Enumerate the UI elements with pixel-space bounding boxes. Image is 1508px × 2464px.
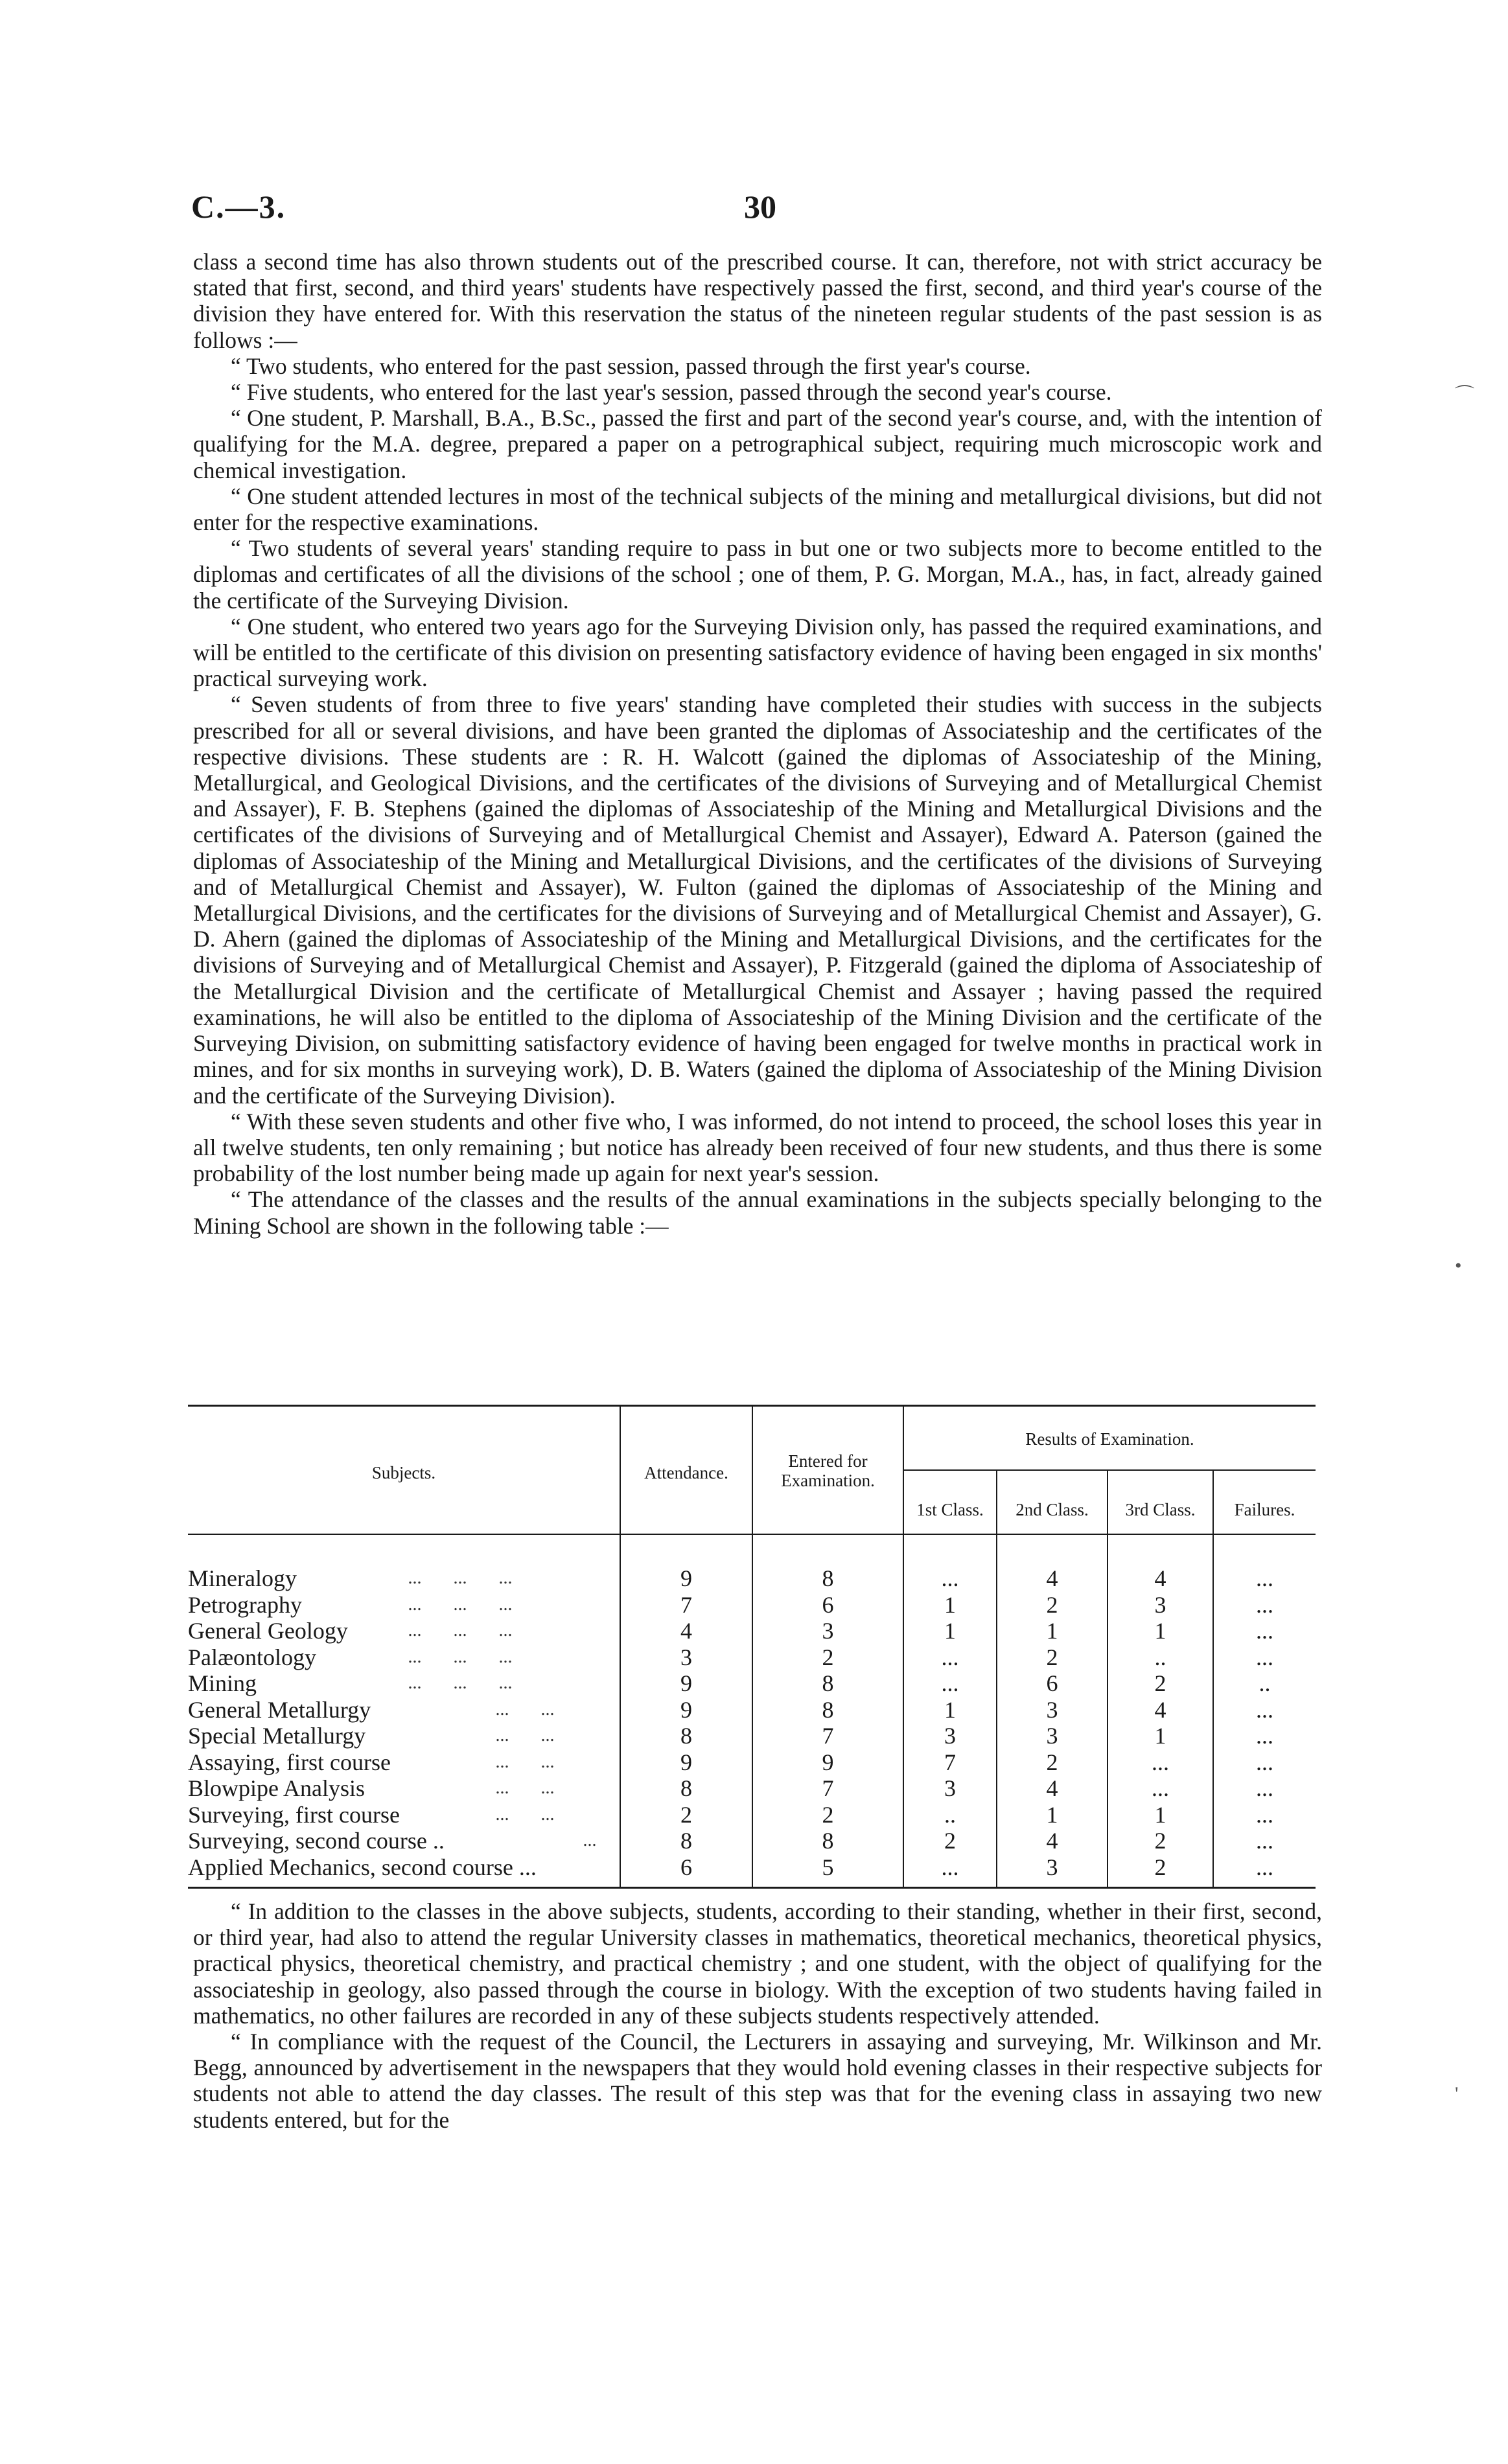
- failures-cell: ..: [1259, 1670, 1271, 1696]
- leader-dots: ... ... ...: [408, 1594, 513, 1615]
- table-row: [0, 1775, 1508, 1801]
- second-cell: 2: [1046, 1644, 1058, 1670]
- subject-cell: Assaying, first course: [188, 1749, 391, 1775]
- third-cell: 1: [1154, 1618, 1166, 1644]
- subject-cell: Palæontology: [188, 1644, 317, 1670]
- header-first-class: 1st Class.: [916, 1500, 984, 1519]
- paragraph: “ With these seven students and other five who, I was informed, do not intend to proceed, the school loses this year in all twelve students, ten only remaining ; but notice has already been received of four new students, and thus there is some probability of the lost number being made up again for next year's session.: [193, 1108, 1322, 1187]
- attendance-cell: 3: [680, 1644, 692, 1670]
- table-row: [0, 1854, 1508, 1880]
- subject-cell: Special Metallurgy: [188, 1723, 366, 1749]
- first-cell: 2: [944, 1828, 956, 1854]
- first-cell: 3: [944, 1775, 956, 1801]
- header-failures: Failures.: [1234, 1500, 1295, 1519]
- entered-cell: 8: [822, 1696, 834, 1723]
- failures-cell: ...: [1256, 1723, 1273, 1749]
- third-cell: 2: [1154, 1828, 1166, 1854]
- subject-cell: General Metallurgy: [188, 1696, 371, 1723]
- paragraph: class a second time has also thrown students out of the prescribed course. It can, therefore, not with strict accuracy be stated that first, second, and third years' students have respectively passed the first, second, and third year's course of the division they have entered for. With this reservation the status of the nineteen regular students of the past session is as follows :—: [193, 249, 1322, 353]
- body-text-before-table: [193, 249, 1322, 1239]
- paragraph: “ One student, P. Marshall, B.A., B.Sc., passed the first and part of the second year's course, and, with the intention of qualifying for the M.A. degree, prepared a paper on a petrographical subject, requiring much microscopic work and chemical investigation.: [193, 405, 1322, 483]
- first-cell: 7: [944, 1749, 956, 1775]
- second-cell: 6: [1046, 1670, 1058, 1696]
- leader-dots: ... ...: [495, 1725, 555, 1745]
- header-entered: Entered for Examination.: [781, 1451, 875, 1490]
- subject-cell: Mineralogy: [188, 1565, 297, 1591]
- third-cell: ...: [1152, 1749, 1169, 1775]
- margin-mark: •: [1455, 1255, 1462, 1276]
- page-number: 30: [744, 189, 776, 225]
- attendance-cell: 8: [680, 1723, 692, 1749]
- failures-cell: ...: [1256, 1775, 1273, 1801]
- leader-dots: ... ... ...: [408, 1673, 513, 1693]
- failures-cell: ...: [1256, 1749, 1273, 1775]
- entered-cell: 6: [822, 1591, 834, 1618]
- attendance-cell: 9: [680, 1670, 692, 1696]
- entered-cell: 8: [822, 1828, 834, 1854]
- failures-cell: ...: [1256, 1828, 1273, 1854]
- failures-cell: ...: [1256, 1565, 1273, 1591]
- results-group-rule: [903, 1469, 1316, 1471]
- margin-mark: ⌒: [1455, 385, 1474, 406]
- first-cell: ...: [941, 1854, 959, 1880]
- third-cell: 1: [1154, 1801, 1166, 1828]
- subject-cell: General Geology: [188, 1618, 348, 1644]
- attendance-cell: 2: [680, 1801, 692, 1828]
- first-cell: 1: [944, 1696, 956, 1723]
- leader-dots: ... ...: [495, 1751, 555, 1772]
- header-results: Results of Examination.: [1025, 1429, 1194, 1449]
- leader-dots: ...: [583, 1830, 597, 1850]
- entered-cell: 8: [822, 1565, 834, 1591]
- leader-dots: ... ...: [495, 1778, 555, 1798]
- attendance-cell: 9: [680, 1565, 692, 1591]
- entered-cell: 2: [822, 1644, 834, 1670]
- second-cell: 1: [1046, 1618, 1058, 1644]
- subject-cell: Surveying, first course: [188, 1801, 400, 1828]
- document-reference: C.—3.: [191, 189, 286, 225]
- header-attendance: Attendance.: [644, 1463, 728, 1482]
- failures-cell: ...: [1256, 1854, 1273, 1880]
- second-cell: 2: [1046, 1749, 1058, 1775]
- subject-cell: Petrography: [188, 1591, 302, 1618]
- third-cell: 4: [1154, 1565, 1166, 1591]
- first-cell: ...: [941, 1670, 959, 1696]
- table-row: [0, 1749, 1508, 1775]
- first-cell: ...: [941, 1644, 959, 1670]
- paragraph: “ Five students, who entered for the last year's session, passed through the second year's course.: [231, 379, 1112, 406]
- subject-cell: Blowpipe Analysis: [188, 1775, 365, 1801]
- second-cell: 3: [1046, 1854, 1058, 1880]
- second-cell: 3: [1046, 1696, 1058, 1723]
- entered-cell: 9: [822, 1749, 834, 1775]
- paragraph: “ One student, who entered two years ago for the Surveying Division only, has passed the required examinations, and will be entitled to the certificate of this division on presenting satisfactory evidence of having been engaged in six months' practical surveying work.: [193, 613, 1322, 692]
- header-second-class: 2nd Class.: [1015, 1500, 1089, 1519]
- paragraph: “ One student attended lectures in most of the technical subjects of the mining and metallurgical divisions, but did not enter for the respective examinations.: [193, 483, 1322, 536]
- paragraph: “ Two students, who entered for the past session, passed through the first year's course.: [231, 352, 1031, 379]
- entered-cell: 2: [822, 1801, 834, 1828]
- table-row: [0, 1670, 1508, 1696]
- second-cell: 4: [1046, 1565, 1058, 1591]
- failures-cell: ...: [1256, 1618, 1273, 1644]
- entered-cell: 3: [822, 1618, 834, 1644]
- first-cell: ...: [941, 1565, 959, 1591]
- leader-dots: ... ... ...: [408, 1568, 513, 1588]
- third-cell: ...: [1152, 1775, 1169, 1801]
- leader-dots: ... ...: [495, 1804, 555, 1825]
- table-row: [0, 1828, 1508, 1854]
- margin-mark: ': [1455, 2083, 1459, 2104]
- table-row: [0, 1697, 1508, 1723]
- third-cell: 1: [1154, 1723, 1166, 1749]
- attendance-cell: 7: [680, 1591, 692, 1618]
- third-cell: 2: [1154, 1670, 1166, 1696]
- header-subjects: Subjects.: [371, 1463, 436, 1482]
- second-cell: 1: [1046, 1801, 1058, 1828]
- attendance-cell: 9: [680, 1696, 692, 1723]
- attendance-cell: 8: [680, 1828, 692, 1854]
- leader-dots: ... ...: [495, 1699, 555, 1720]
- table-row: [0, 1565, 1508, 1591]
- subject-cell: Surveying, second course ..: [188, 1828, 445, 1854]
- leader-dots: ... ... ...: [408, 1646, 513, 1667]
- second-cell: 2: [1046, 1591, 1058, 1618]
- second-cell: 4: [1046, 1828, 1058, 1854]
- paragraph: “ Seven students of from three to five years' standing have completed their studies with success in the subjects prescribed for all or several divisions, and have been granted the diplomas of Associateship and the certificates of the respective divisions. These students are : R. H. Walcott (gained the diplomas of Associateship of the Mining, Metallurgical, and Geological Divisions, and the certificates of the divisions of Surveying and of Metallurgical Chemist and Assayer), F. B. Stephens (gained the diplomas of Associateship of the Mining and Metallurgical Divisions and the certificates of the divisions of Surveying and of Metallurgical Chemist and Assayer), Edward A. Paterson (gained the diplomas of Associateship of the Mining and Metallurgical Divisions, and the certificates of the divisions of Surveying and of Metallurgical Chemist and Assayer), W. Fulton (gained the diplomas of Associateship of the Mining and Metallurgical Divisions, and the certificates for the divisions of Surveying and of Metallurgical Chemist and Assayer), G. D. Ahern (gained the diplomas of Associateship of the Mining and Metallurgical Divisions, and the certificates for the divisions of Surveying and of Metallurgical Chemist and Assayer), P. Fitzgerald (gained the diploma of Associateship of the Metallurgical Division and the certificate of Metallurgical Chemist and Assayer ; having passed the required examinations, he will also be entitled to the diploma of Associateship of the Mining Division and the certificate of the Surveying Division, on submitting satisfactory evidence of having been engaged for twelve months in practical work in mines, and for six months in surveying work), D. B. Waters (gained the diploma of Associateship of the Mining Division and the certificate of the Surveying Division).: [193, 691, 1322, 1109]
- third-cell: 4: [1154, 1696, 1166, 1723]
- subject-cell: Applied Mechanics, second course ...: [188, 1854, 537, 1880]
- third-cell: 3: [1154, 1591, 1166, 1618]
- leader-dots: ... ... ...: [408, 1620, 513, 1641]
- paragraph: “ The attendance of the classes and the results of the annual examinations in the subjects specially belonging to the Mining School are shown in the following table :—: [193, 1186, 1322, 1239]
- failures-cell: ...: [1256, 1591, 1273, 1618]
- failures-cell: ...: [1256, 1696, 1273, 1723]
- second-cell: 4: [1046, 1775, 1058, 1801]
- body-text-after-table: [193, 1898, 1322, 2133]
- first-cell: ..: [944, 1801, 956, 1828]
- attendance-cell: 6: [680, 1854, 692, 1880]
- table-row: [0, 1723, 1508, 1749]
- subject-cell: Mining: [188, 1670, 257, 1696]
- attendance-cell: 9: [680, 1749, 692, 1775]
- third-cell: ..: [1154, 1644, 1166, 1670]
- third-cell: 2: [1154, 1854, 1166, 1880]
- table-bottom-rule: [188, 1887, 1316, 1889]
- entered-cell: 7: [822, 1775, 834, 1801]
- table-row: [0, 1592, 1508, 1618]
- second-cell: 3: [1046, 1723, 1058, 1749]
- header-third-class: 3rd Class.: [1125, 1500, 1196, 1519]
- table-row: [0, 1618, 1508, 1644]
- entered-cell: 8: [822, 1670, 834, 1696]
- attendance-cell: 4: [680, 1618, 692, 1644]
- first-cell: 1: [944, 1618, 956, 1644]
- table-row: [0, 1644, 1508, 1670]
- paragraph: “ Two students of several years' standing require to pass in but one or two subjects more to become entitled to the diplomas and certificates of all the divisions of the school ; one of them, P. G. Morgan, M.A., has, in fact, already gained the certificate of the Surveying Division.: [193, 535, 1322, 614]
- paragraph: “ In compliance with the request of the Council, the Lecturers in assaying and surveying, Mr. Wilkinson and Mr. Begg, announced by advertisement in the newspapers that they would hold evening classes in their respective subjects for students not able to attend the day classes. The result of this step was that for the evening class in assaying two new students entered, but for the: [193, 2029, 1322, 2133]
- first-cell: 3: [944, 1723, 956, 1749]
- entered-cell: 5: [822, 1854, 834, 1880]
- failures-cell: ...: [1256, 1801, 1273, 1828]
- entered-cell: 7: [822, 1723, 834, 1749]
- table-row: [0, 1802, 1508, 1828]
- paragraph: “ In addition to the classes in the above subjects, students, according to their standing, whether in their first, second, or third year, had also to attend the regular University classes in mathematics, theoretical mechanics, theoretical physics, practical physics, theoretical chemistry, and practical chemistry ; and one student, with the object of qualifying for the associateship in geology, also passed through the course in biology. With the exception of two students having failed in mathematics, no other failures are recorded in any of these subjects students respectively attended.: [193, 1898, 1322, 2029]
- failures-cell: ...: [1256, 1644, 1273, 1670]
- attendance-cell: 8: [680, 1775, 692, 1801]
- first-cell: 1: [944, 1591, 956, 1618]
